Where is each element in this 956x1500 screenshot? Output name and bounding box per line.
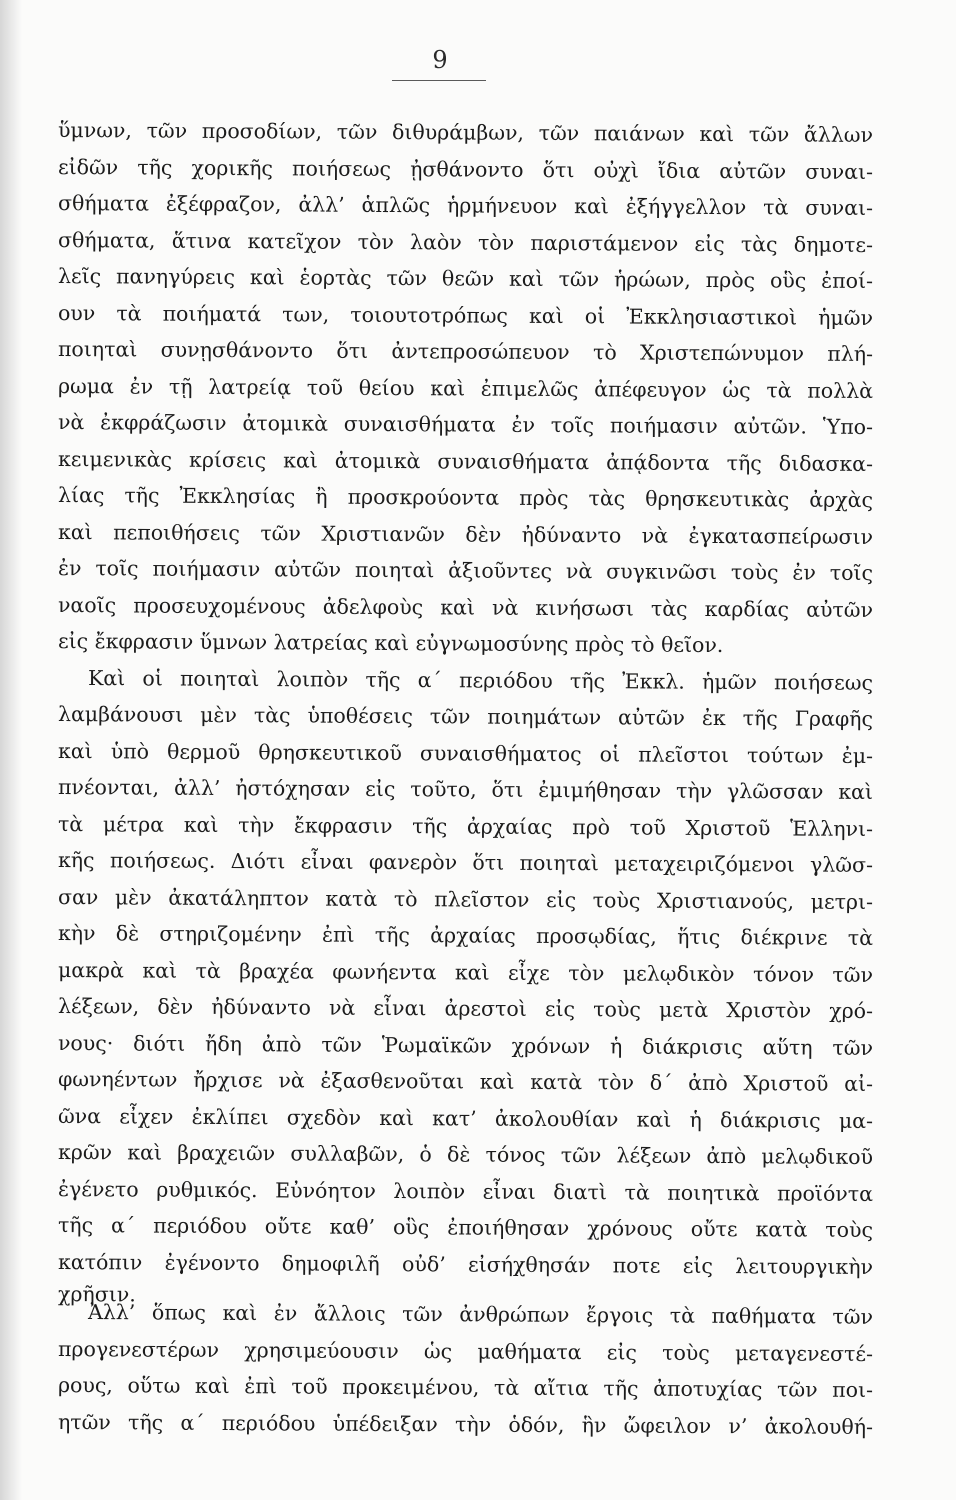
text-line: ουν τὰ ποιήματά των, τοιουτοτρόπως καὶ οἱ Ἐκκλησιαστικοὶ ἡμῶν bbox=[57, 300, 874, 330]
text-line: ρους, οὕτω καὶ ἐπὶ τοῦ προκειμένου, τὰ αἴτια τῆς ἀποτυχίας τῶν ποι- bbox=[57, 1373, 874, 1402]
text-line: νὰ ἐκφράζωσιν ἀτομικὰ συναισθήματα ἐν τοῖς ποιήμασιν αὐτῶν. Ὑπο- bbox=[57, 410, 874, 439]
text-line: σθήματα ἐξέφραζον, ἀλλ’ ἁπλῶς ἡρμήνευον καὶ ἐξήγγελλον τὰ συναι- bbox=[57, 191, 874, 220]
text-line: ρωμα ἐν τῇ λατρείᾳ τοῦ θείου καὶ ἐπιμελῶς ἀπέφευγον ὡς τὰ πολλὰ bbox=[57, 373, 874, 403]
paragraph-first-line: Ἀλλ’ ὅπως καὶ ἐν ἄλλοις τῶν ἀνθρώπων ἔργοις τὰ παθήματα τῶν bbox=[87, 1300, 874, 1329]
paragraph-first-line: Καὶ οἱ ποιηταὶ λοιπὸν τῆς α΄ περιόδου τῆς Ἐκκλ. ἡμῶν ποιήσεως bbox=[87, 665, 874, 695]
text-line: σθήματα, ἅτινα κατεῖχον τὸν λαὸν τὸν παριστάμενον εἰς τὰς δημοτε- bbox=[57, 227, 874, 257]
text-line: χρῆσιν. bbox=[57, 1282, 136, 1307]
text-line: ἐν τοῖς ποιήμασιν αὐτῶν ποιηταὶ ἀξιοῦντες νὰ συγκινῶσι τοὺς ἐν τοῖς bbox=[57, 556, 874, 585]
text-line: τῆς α΄ περιόδου οὔτε καθ’ οὓς ἐποιήθησαν χρόνους οὔτε κατὰ τοὺς bbox=[57, 1213, 874, 1242]
page-number: 9 bbox=[432, 46, 448, 74]
text-line: ῶνα εἶχεν ἐκλίπει σχεδὸν καὶ κατ’ ἀκολουθίαν καὶ ἡ διάκρισις μα- bbox=[57, 1103, 874, 1133]
text-line: ναοῖς προσευχομένους ἀδελφοὺς καὶ νὰ κινήσωσι τὰς καρδίας αὐτῶν bbox=[57, 592, 874, 622]
text-line: εἰς ἔκφρασιν ὕμνων λατρείας καὶ εὐγνωμοσύνης πρὸς τὸ θεῖον. bbox=[57, 629, 724, 658]
text-line: νους· διότι ἤδη ἀπὸ τῶν Ῥωμαϊκῶν χρόνων ἡ διάκρισις αὕτη τῶν bbox=[57, 1030, 874, 1060]
text-line: φωνηέντων ἤρχισε νὰ ἐξασθενοῦται καὶ κατὰ τὸν δ΄ ἀπὸ Χριστοῦ αἰ- bbox=[57, 1067, 874, 1096]
text-line: λέξεων, δὲν ἠδύναντο νὰ εἶναι ἀρεστοὶ εἰς τοὺς μετὰ Χριστὸν χρό- bbox=[57, 994, 874, 1023]
text-line: σαν μὲν ἀκατάληπτον κατὰ τὸ πλεῖστον εἰς τοὺς Χριστιανούς, μετρι- bbox=[57, 884, 874, 914]
text-line: κρῶν καὶ βραχειῶν συλλαβῶν, ὁ δὲ τόνος τῶν λέξεων ἀπὸ μελῳδικοῦ bbox=[57, 1140, 874, 1169]
text-line: πνέονται, ἀλλ’ ἠστόχησαν εἰς τοῦτο, ὅτι ἐμιμήθησαν τὴν γλῶσσαν καὶ bbox=[57, 775, 874, 804]
text-line: κειμενικὰς κρίσεις καὶ ἀτομικὰ συναισθήματα ἀπᾴδοντα τῆς διδασκα- bbox=[57, 446, 874, 476]
page-gutter-shadow bbox=[0, 0, 22, 1500]
text-line: λεῖς πανηγύρεις καὶ ἑορτὰς τῶν θεῶν καὶ τῶν ἡρώων, πρὸς οὓς ἐποί- bbox=[57, 264, 874, 293]
text-line: ὕμνων, τῶν προσοδίων, τῶν διθυράμβων, τῶν παιάνων καὶ τῶν ἄλλων bbox=[57, 118, 874, 147]
text-line: τὰ μέτρα καὶ τὴν ἔκφρασιν τῆς ἀρχαίας πρὸ τοῦ Χριστοῦ Ἑλληνι- bbox=[57, 811, 874, 841]
text-line: λαμβάνουσι μὲν τὰς ὑποθέσεις τῶν ποιημάτων αὐτῶν ἐκ τῆς Γραφῆς bbox=[57, 702, 874, 731]
text-line: μακρὰ καὶ τὰ βραχέα φωνήεντα καὶ εἶχε τὸν μελῳδικὸν τόνον τῶν bbox=[57, 957, 874, 987]
text-line: κατόπιν ἐγένοντο δημοφιλῆ οὐδ’ εἰσήχθησάν ποτε εἰς λειτουργικὴν bbox=[57, 1249, 874, 1279]
text-line: προγενεστέρων χρησιμεύουσιν ὡς μαθήματα εἰς τοὺς μεταγενεστέ- bbox=[57, 1336, 874, 1366]
text-line: κῆς ποιήσεως. Διότι εἶναι φανερὸν ὅτι ποιηταὶ μεταχειριζόμενοι γλῶσ- bbox=[57, 848, 874, 877]
text-line: λίας τῆς Ἐκκλησίας ἢ προσκρούοντα πρὸς τὰς θρησκευτικὰς ἀρχὰς bbox=[57, 483, 874, 512]
text-line: εἰδῶν τῆς χορικῆς ποιήσεως ᾐσθάνοντο ὅτι οὐχὶ ἴδια αὐτῶν συναι- bbox=[57, 154, 874, 184]
text-line: κὴν δὲ στηριζομένην ἐπὶ τῆς ἀρχαίας προσῳδίας, ἥτις διέκρινε τὰ bbox=[57, 921, 874, 950]
text-line: καὶ ὑπὸ θερμοῦ θρησκευτικοῦ συναισθήματος οἱ πλεῖστοι τούτων ἐμ- bbox=[57, 738, 874, 768]
text-line: καὶ πεποιθήσεις τῶν Χριστιανῶν δὲν ἠδύναντο νὰ ἐγκατασπείρωσιν bbox=[57, 519, 874, 549]
text-line: ἐγένετο ρυθμικός. Εὐνόητον λοιπὸν εἶναι διατὶ τὰ ποιητικὰ προϊόντα bbox=[57, 1176, 874, 1206]
text-line: ποιηταὶ συνῃσθάνοντο ὅτι ἀντεπροσώπευον τὸ Χριστεπώνυμον πλή- bbox=[57, 337, 874, 366]
page-number-rule bbox=[392, 80, 486, 81]
text-line: ητῶν τῆς α΄ περιόδου ὑπέδειξαν τὴν ὁδόν, ἣν ὤφειλον ν’ ἀκολουθή- bbox=[57, 1409, 874, 1439]
